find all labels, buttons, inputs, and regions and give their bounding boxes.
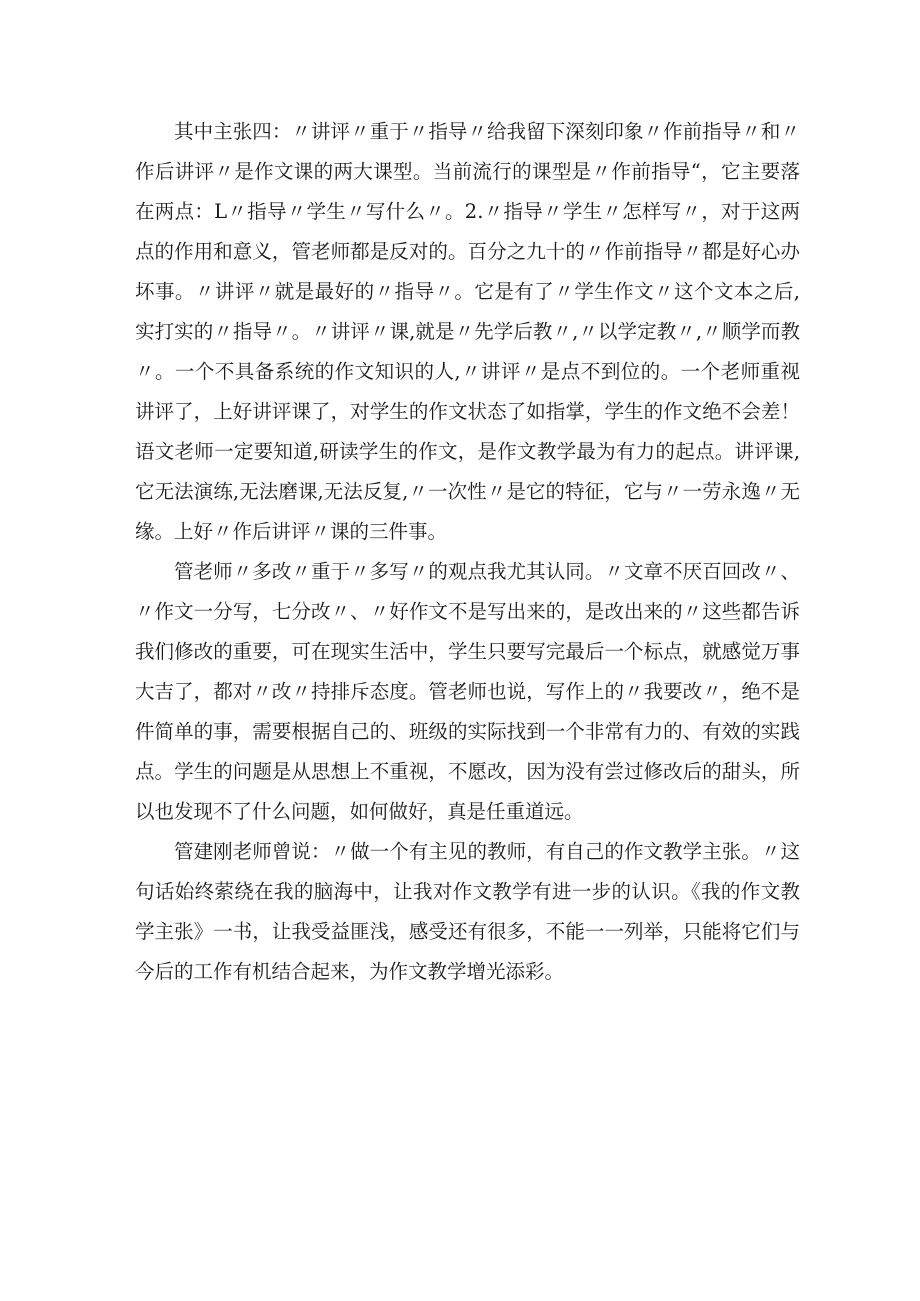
paragraph-composition-review: 其中主张四：〃讲评〃重于〃指导〃给我留下深刻印象〃作前指导〃和〃作后讲评〃是作文课的两大课型。当前流行的课型是〃作前指导“，它主要落在两点：L〃指导〃学生〃写什么〃。2.〃指导〃学生〃怎样写〃，对于这两点的作用和意义，管老师都是反对的。百分之九十的〃作前指导〃都是好心办坏事。〃讲评〃就是最好的〃指导〃。它是有了〃学生作文〃这个文本之后,实打实的〃指导〃。〃讲评〃课,就是〃先学后教〃,〃以学定教〃,〃顺学而教〃。一个不具备系统的作文知识的人,〃讲评〃是点不到位的。一个老师重视讲评了，上好讲评课了，对学生的作文状态了如指掌，学生的作文绝不会差！语文老师一定要知道,研读学生的作文，是作文教学最为有力的起点。讲评课,它无法演练,无法磨课,无法反复,〃一次性〃是它的特征，它与〃一劳永逸〃无缘。上好〃作后讲评〃课的三件事。	[135, 120, 800, 543]
document-body	[135, 112, 800, 992]
paragraph-conclusion: 管建刚老师曾说：〃做一个有主见的教师，有自己的作文教学主张。〃这句话始终萦绕在我的脑海中，让我对作文教学有进一步的认识。《我的作文教学主张》一书，让我受益匪浅，感受还有很多，不能一一列举，只能将它们与今后的工作有机结合起来，为作文教学增光添彩。	[135, 840, 800, 983]
paragraph-revision: 管老师〃多改〃重于〃多写〃的观点我尤其认同。〃文章不厌百回改〃、〃作文一分写，七分改〃、〃好作文不是写出来的，是改出来的〃这些都告诉我们修改的重要，可在现实生活中，学生只要写完最后一个标点，就感觉万事大吉了，都对〃改〃持排斥态度。管老师也说，写作上的〃我要改〃，绝不是件简单的事，需要根据自己的、班级的实际找到一个非常有力的、有效的实践点。学生的问题是从思想上不重视，不愿改，因为没有尝过修改后的甜头，所以也发现不了什么问题，如何做好，真是任重道远。	[135, 560, 800, 823]
